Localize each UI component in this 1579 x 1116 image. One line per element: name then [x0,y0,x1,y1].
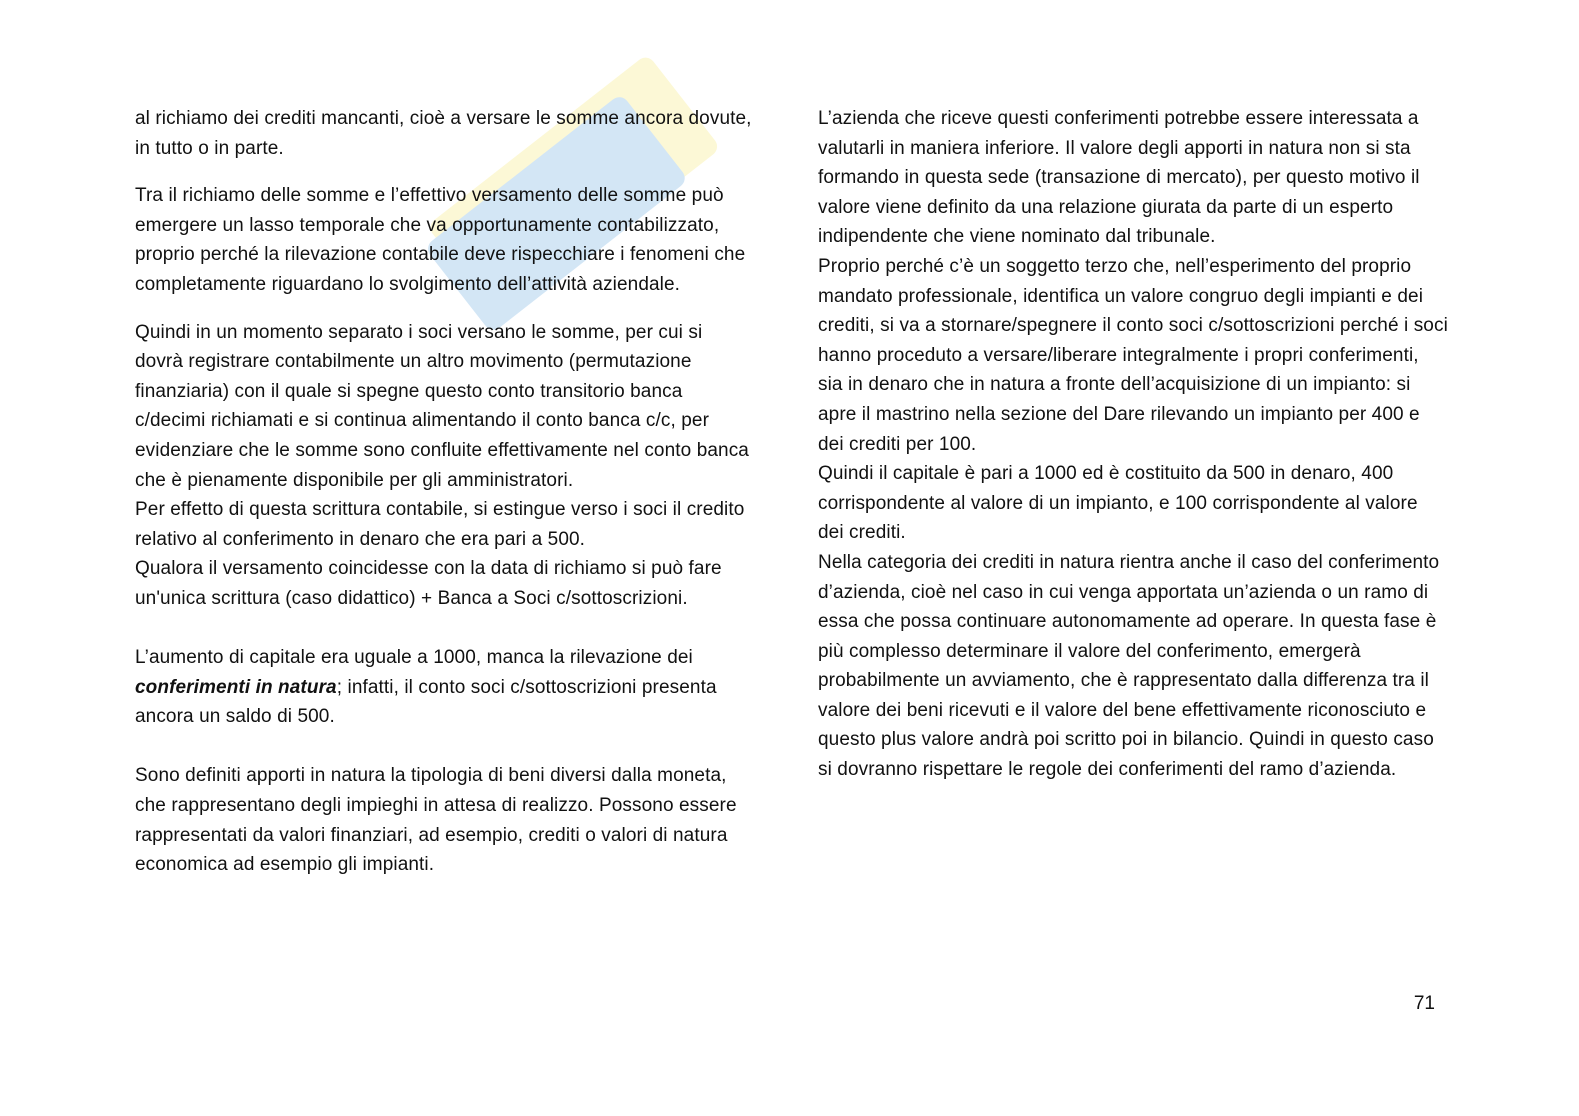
left-column [135,104,755,880]
left-paragraph-5: Qualora il versamento coincidesse con la data di richiamo si può fare un'unica scrittura (caso didattico) + Banca a Soci c/sottoscrizioni. [135,558,722,609]
right-column [818,104,1448,785]
left-paragraph-2: Tra il richiamo delle somme e l’effettivo versamento delle somme può emergere un lasso temporale che va opportunamente contabilizzato, proprio perché la rilevazione contabile deve rispecchiare i fenomeni che completamente riguardano lo svolgimento dell’attività aziendale. [135,185,746,295]
left-paragraph-1: al richiamo dei crediti mancanti, cioè a versare le somme ancora dovute, in tutto o in parte. [135,108,752,159]
right-paragraph-3: Quindi il capitale è pari a 1000 ed è costituito da 500 in denaro, 400 corrispondente al valore di un impianto, e 100 corrispondente al valore dei crediti. [818,463,1418,544]
left-paragraph-3: Quindi in un momento separato i soci versano le somme, per cui si dovrà registrare contabilmente un altro movimento (permutazione finanziaria) con il quale si spegne questo conto transitorio banca c/decimi richiamati e si continua alimentando il conto banca c/c, per evidenziare che le somme sono confluite effettivamente nel conto banca che è pienamente disponibile per gli amministratori. [135,321,749,491]
left-paragraph-4: Per effetto di questa scrittura contabile, si estingue verso i soci il credito relativo al conferimento in denaro che era pari a 500. [135,499,745,550]
right-paragraph-1: L’azienda che riceve questi conferimenti potrebbe essere interessata a valutarli in maniera inferiore. Il valore degli apporti in natura non si sta formando in questa sede (transazione di mercato), per questo motivo il valore viene definito da una relazione giurata da parte di un esperto indipendente che viene nominato dal tribunale. [818,108,1420,248]
right-paragraph-2: Proprio perché c’è un soggetto terzo che, nell’esperimento del proprio mandato professionale, identifica un valore congruo degli impianti e dei crediti, si va a stornare/spegnere il conto soci c/sottoscrizioni perché i soci hanno proceduto a versare/liberare integralmente i propri conferimenti, sia in denaro che in natura a fronte dell’acquisizione di un impianto: si apre il mastrino nella sezione del Dare rilevando un impianto per 400 e dei crediti per 100. [818,255,1448,455]
page-number: 71 [1413,993,1435,1014]
left-paragraph-6 [135,643,755,732]
right-paragraph-4: Nella categoria dei crediti in natura rientra anche il caso del conferimento d’azienda, cioè nel caso in cui venga apportata un’azienda o un ramo di essa che possa continuare autonomamente ad operare. In questa fase è più complesso determinare il valore del conferimento, emergerà probabilmente un avviamento, che è rappresentato dalla differenza tra il valore dei beni ricevuti e il valore del bene effettivamente riconosciuto e questo plus valore andrà poi scritto poi in bilancio. Quindi in questo caso si dovranno rispettare le regole dei conferimenti del ramo d’azienda. [818,551,1440,781]
capital-increase-text: L’aumento di capitale era uguale a 1000, manca la rilevazione dei [135,647,693,669]
saldo-text: ; infatti, il conto soci c/sottoscrizioni presenta ancora un saldo di 500. [135,676,717,728]
left-paragraph-7: Sono definiti apporti in natura la tipologia di beni diversi dalla moneta, che rappresentano degli impieghi in attesa di realizzo. Possono essere rappresentati da valori finanziari, ad esempio, crediti o valori di natura economica ad esempio gli impianti. [135,765,737,876]
emphasis-conferimenti-in-natura: conferimenti in natura [135,676,337,698]
